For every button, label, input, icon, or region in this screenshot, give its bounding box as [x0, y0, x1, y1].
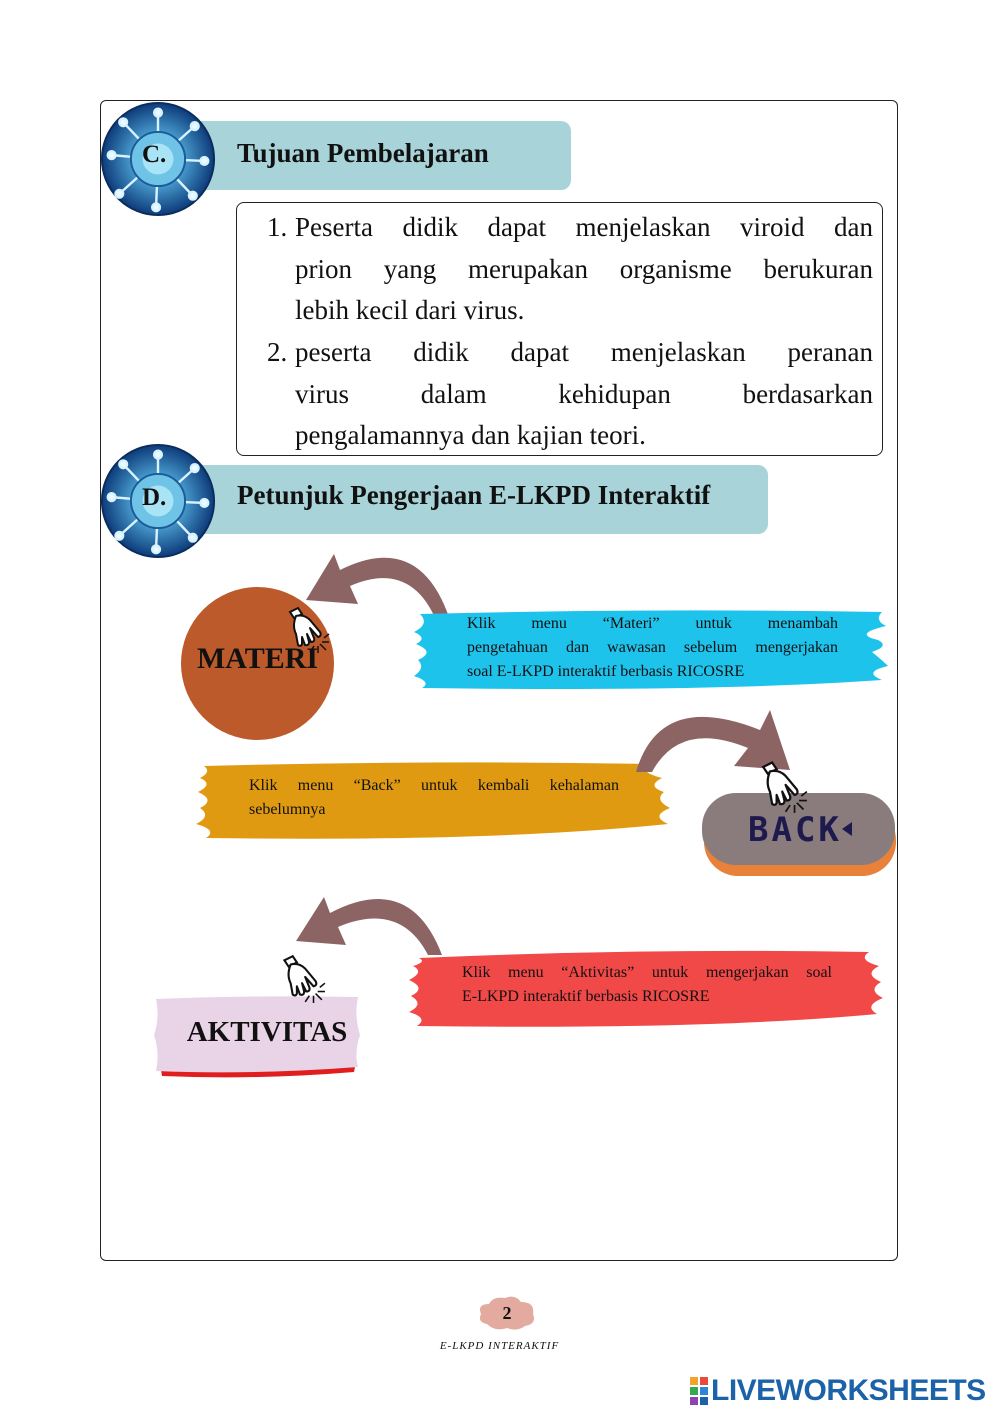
section-c-title: Tujuan Pembelajaran	[237, 138, 489, 168]
goal-number: 2.	[267, 337, 288, 367]
materi-instruction-line: pengetahuan dan wawasan sebelum mengerjakan	[467, 639, 838, 656]
aktivitas-label: AKTIVITAS	[186, 1016, 348, 1048]
page-number: 2	[502, 1303, 512, 1323]
hand-pointer-icon	[274, 952, 326, 1004]
footer-caption: E-LKPD INTERAKTIF	[439, 1340, 560, 1352]
section-c-letter: C.	[142, 141, 167, 168]
goal-number: 1.	[267, 212, 288, 242]
materi-instruction-line: soal E-LKPD interaktif berbasis RICOSRE	[467, 663, 745, 680]
goal-line: prion yang merupakan organisme berukuran	[295, 253, 873, 284]
back-instruction-line: Klik menu “Back” untuk kembali kehalaman	[249, 777, 619, 794]
aktivitas-instruction-line: Klik menu “Aktivitas” untuk mengerjakan soal	[462, 964, 832, 981]
back-label: BACK	[748, 810, 842, 850]
goal-line: virus dalam kehidupan berdasarkan	[295, 378, 873, 409]
goal-line: lebih kecil dari virus.	[295, 295, 525, 325]
page-number-badge	[477, 1294, 537, 1332]
hand-pointer-icon	[752, 758, 808, 814]
goal-line: Peserta didik dapat menjelaskan viroid dan	[295, 212, 873, 242]
aktivitas-instruction-line: E-LKPD interaktif berbasis RICOSRE	[462, 988, 710, 1005]
goal-line: peserta didik dapat menjelaskan peranan	[295, 337, 873, 367]
materi-instruction-line: Klik menu “Materi” untuk menambah	[467, 615, 838, 632]
back-triangle-icon	[842, 822, 852, 836]
goal-line: pengalamannya dan kajian teori.	[295, 420, 646, 450]
liveworksheets-logo	[690, 1374, 990, 1410]
hand-pointer-icon	[280, 604, 330, 654]
section-d-title: Petunjuk Pengerjaan E-LKPD Interaktif	[237, 480, 711, 510]
section-d-letter: D.	[142, 484, 167, 511]
liveworksheets-brand: LIVEWORKSHEETS	[711, 1374, 986, 1407]
learning-goals-box	[236, 202, 883, 456]
back-instruction-line: sebelumnya	[249, 801, 326, 818]
materi-label: MATERI	[196, 642, 319, 675]
liveworksheets-mark-icon	[690, 1377, 708, 1407]
